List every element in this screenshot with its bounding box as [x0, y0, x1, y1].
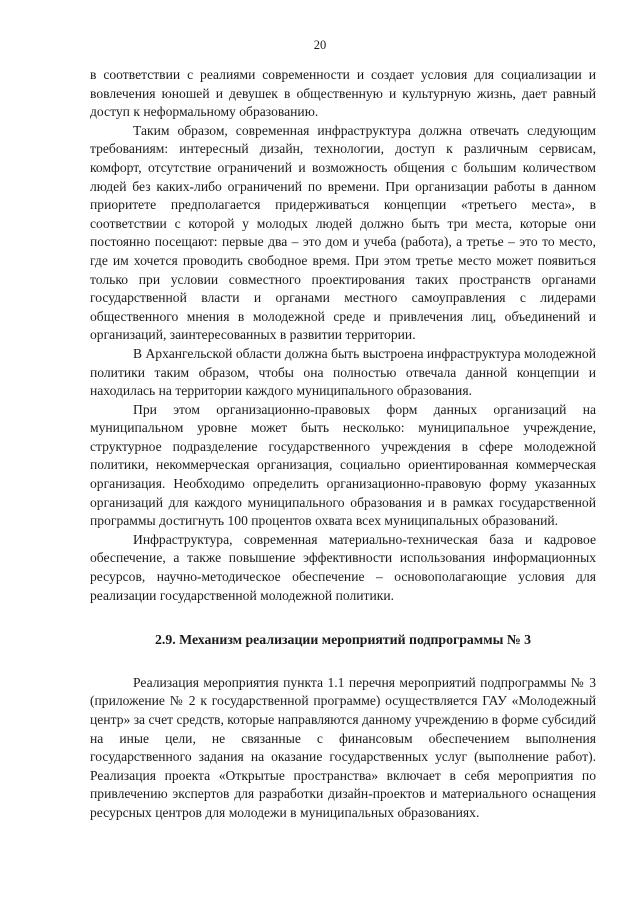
section-heading: 2.9. Механизм реализации мероприятий подпрограммы № 3 [154, 632, 532, 648]
paragraph-infrastructure-requirements: Таким образом, современная инфраструктура должна отвечать следующим требованиям: интересный дизайн, технологии, доступ к различным сервисам, комфорт, отсутствие ограничений и возможность общения с большим количеством людей без каких-либо ограничений по времени. При организации работы в данном приоритете предполагается придерживаться концепции «третьего места», в соответствии с которой у молодых людей должно быть три места, которые они постоянно посещают: первые два – это дом и учеба (работа), а третье – это то место, где им хочется проводить свободное время. При этом третье место может появиться только при условии совместного проектирования таких пространств органами государственной власти и органами местного самоуправления с лидерами общественного мнения в молодежной среде и привлечения лиц, объединений и организаций, заинтересованных в развитии территории. [90, 122, 596, 343]
paragraph-arkhangelsk-region: В Архангельской области должна быть выстроена инфраструктура молодежной политики таким образом, чтобы она полностью отвечала данной концепции и находилась на территории каждого муниципального образования. [90, 345, 596, 399]
page-body [90, 66, 596, 823]
paragraph-implementation: Реализация мероприятия пункта 1.1 перечня мероприятий подпрограммы № 3 (приложение № 2 к государственной программе) осуществляется ГАУ «Молодежный центр» за счет средств, которые направляются данному учреждению в форме субсидий на иные цели, не связанные с финансовым обеспечением выполнения государственного задания на оказание государственных услуг (выполнение работ). Реализация проекта «Открытые пространства» включает в себя мероприятия по привлечению экспертов для разработки дизайн-проектов и материального оснащения ресурсных центров для молодежи в муниципальных образованиях. [90, 674, 596, 820]
paragraph-infrastructure-conditions: Инфраструктура, современная материально-техническая база и кадровое обеспечение, а также повышение эффективности использования информационных ресурсов, научно-методическое обеспечение – основополагающие условия для реализации государственной молодежной политики. [90, 531, 596, 603]
page-number: 20 [313, 38, 327, 52]
paragraph-continuation: в соответствии с реалиями современности и создает условия для социализации и вовлечения юношей и девушек в общественную и культурную жизнь, дает равный доступ к неформальному образованию. [90, 67, 596, 120]
paragraph-legal-forms: При этом организационно-правовых форм данных организаций на муниципальном уровне может быть несколько: муниципальное учреждение, структурное подразделение государственного учреждения в сфере молодежной политики, некоммерческая организация, социально ориентированная коммерческая организация. Необходимо определить организационно-правовую форму указанных организаций для каждого муниципального образования и в рамках государственной программы достигнуть 100 процентов охвата всех муниципальных образований. [90, 401, 596, 529]
